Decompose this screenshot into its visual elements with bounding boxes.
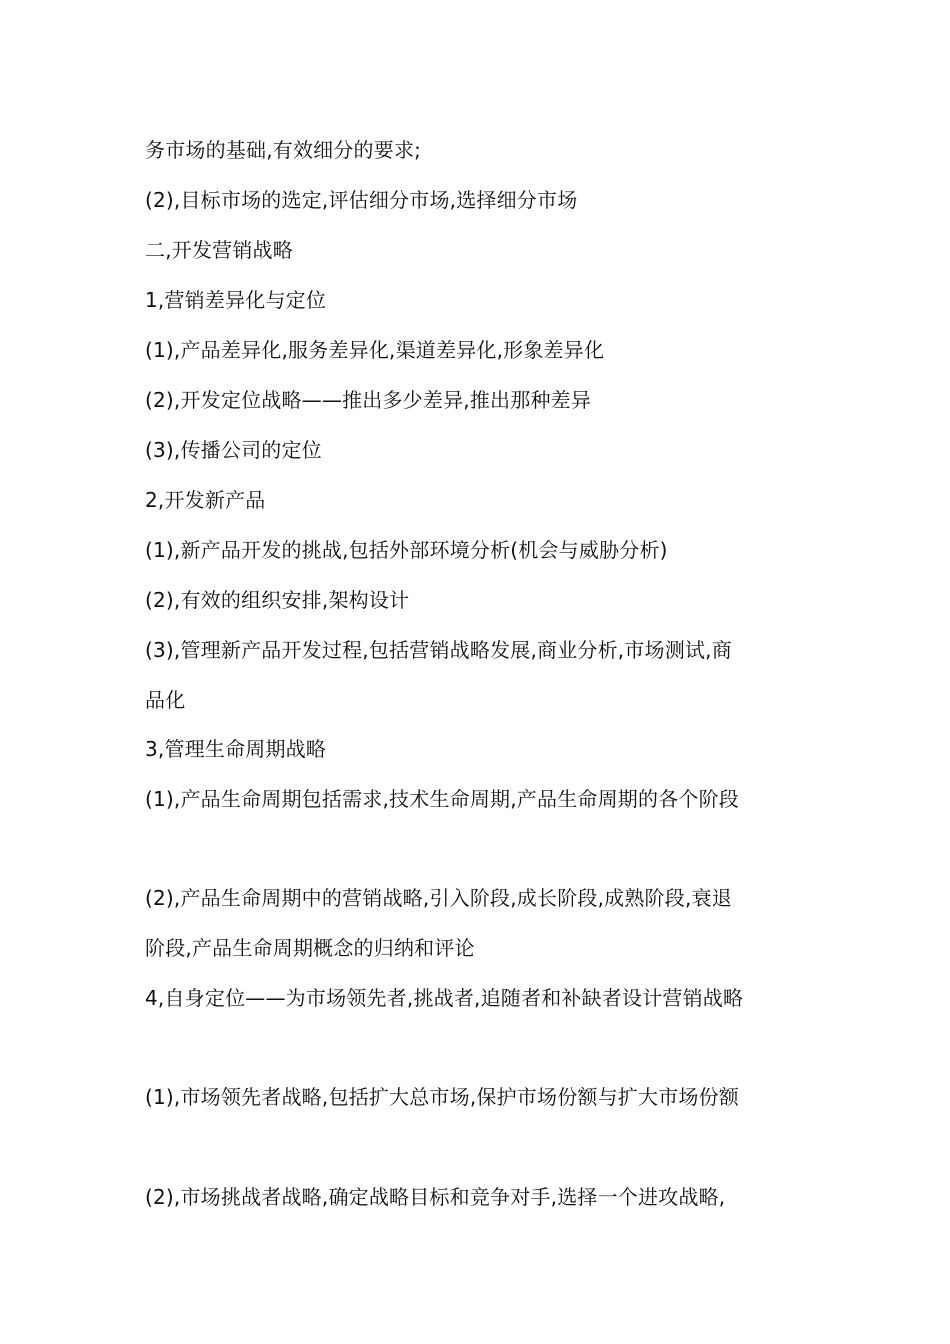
text-line: 务市场的基础,有效细分的要求; [145, 138, 422, 162]
text-line: (2),开发定位战略——推出多少差异,推出那种差异 [145, 388, 592, 412]
section-heading: 二,开发营销战略 [145, 238, 293, 262]
text-line: (2),有效的组织安排,架构设计 [145, 588, 410, 612]
text-line: (1),市场领先者战略,包括扩大总市场,保护市场份额与扩大市场份额 [145, 1085, 740, 1109]
text-line: (1),产品差异化,服务差异化,渠道差异化,形象差异化 [145, 338, 605, 362]
text-line: (3),管理新产品开发过程,包括营销战略发展,商业分析,市场测试,商 [145, 638, 732, 662]
text-line: (1),新产品开发的挑战,包括外部环境分析(机会与威胁分析) [145, 538, 668, 562]
text-line: (1),产品生命周期包括需求,技术生命周期,产品生命周期的各个阶段 [145, 787, 740, 811]
text-line: 品化 [145, 688, 186, 712]
subsection-heading: 1,营销差异化与定位 [145, 288, 327, 312]
text-line: (3),传播公司的定位 [145, 438, 322, 462]
subsection-heading: 4,自身定位——为市场领先者,挑战者,追随者和补缺者设计营销战略 [145, 986, 744, 1010]
subsection-heading: 2,开发新产品 [145, 488, 266, 512]
subsection-heading: 3,管理生命周期战略 [145, 737, 327, 761]
text-line: 阶段,产品生命周期概念的归纳和评论 [145, 936, 475, 960]
text-line: (2),目标市场的选定,评估细分市场,选择细分市场 [145, 188, 578, 212]
text-line: (2),产品生命周期中的营销战略,引入阶段,成长阶段,成熟阶段,衰退 [145, 886, 732, 910]
text-line: (2),市场挑战者战略,确定战略目标和竞争对手,选择一个进攻战略, [145, 1185, 726, 1209]
